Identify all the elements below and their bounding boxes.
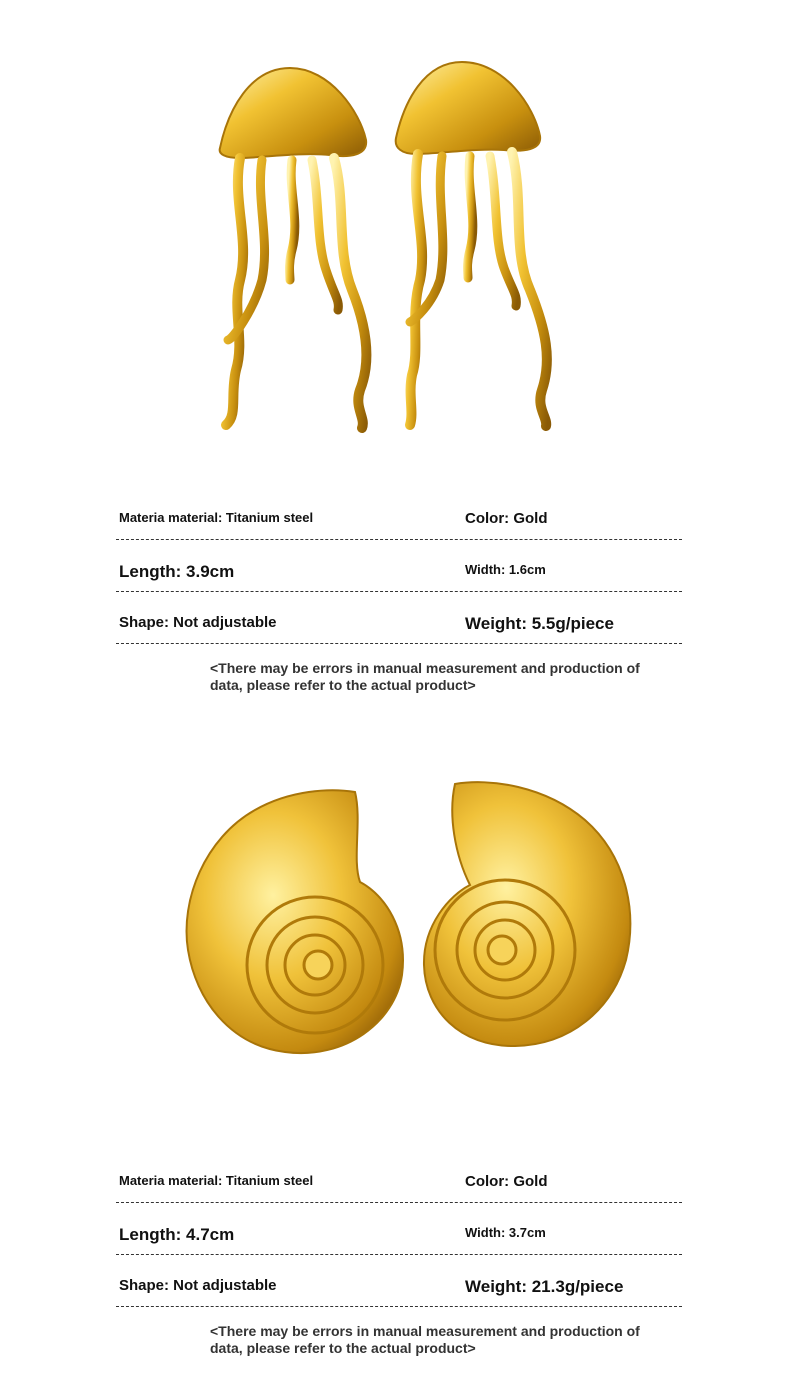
shell-earrings-illustration	[0, 760, 800, 1090]
spec-row	[116, 548, 682, 600]
spec-row	[116, 600, 682, 652]
measurement-disclaimer	[210, 1323, 680, 1357]
spec-length: Length: 3.9cm	[119, 562, 235, 581]
spec-color: Color: Gold	[465, 510, 548, 527]
divider	[116, 1254, 682, 1255]
disclaimer-line-1: <There may be errors in manual measurement and production of	[210, 660, 640, 676]
spec-weight: Weight: 5.5g/piece	[465, 614, 614, 633]
left-shell-earring	[187, 790, 403, 1053]
spec-shape: Shape: Not adjustable	[119, 614, 277, 631]
disclaimer-line-1: <There may be errors in manual measurement and production of	[210, 1323, 640, 1339]
right-jellyfish-earring	[396, 62, 547, 426]
spec-width: Width: 1.6cm	[465, 562, 546, 577]
spec-row	[116, 1263, 682, 1315]
spec-shape: Shape: Not adjustable	[119, 1277, 277, 1294]
measurement-disclaimer	[210, 660, 680, 694]
divider	[116, 1202, 682, 1203]
spec-row	[116, 1159, 682, 1211]
spec-length: Length: 4.7cm	[119, 1225, 235, 1244]
jellyfish-earrings-illustration	[0, 40, 800, 460]
product-1-specs	[116, 496, 682, 693]
spec-weight: Weight: 21.3g/piece	[465, 1277, 624, 1296]
divider	[116, 1306, 682, 1307]
divider	[116, 591, 682, 592]
spec-width: Width: 3.7cm	[465, 1225, 546, 1240]
divider	[116, 643, 682, 644]
shell-earrings-image	[0, 760, 800, 1090]
divider	[116, 539, 682, 540]
product-2-specs	[116, 1159, 682, 1356]
spec-row	[116, 1211, 682, 1263]
spec-row	[116, 496, 682, 548]
right-shell-earring	[424, 782, 630, 1046]
spec-color: Color: Gold	[465, 1173, 548, 1190]
spec-material: Materia material: Titanium steel	[119, 1173, 314, 1188]
left-jellyfish-earring	[220, 68, 367, 428]
disclaimer-line-2: data, please refer to the actual product>	[210, 677, 476, 693]
disclaimer-line-2: data, please refer to the actual product>	[210, 1340, 476, 1356]
spec-material: Materia material: Titanium steel	[119, 510, 314, 525]
jellyfish-earrings-image	[0, 40, 800, 460]
